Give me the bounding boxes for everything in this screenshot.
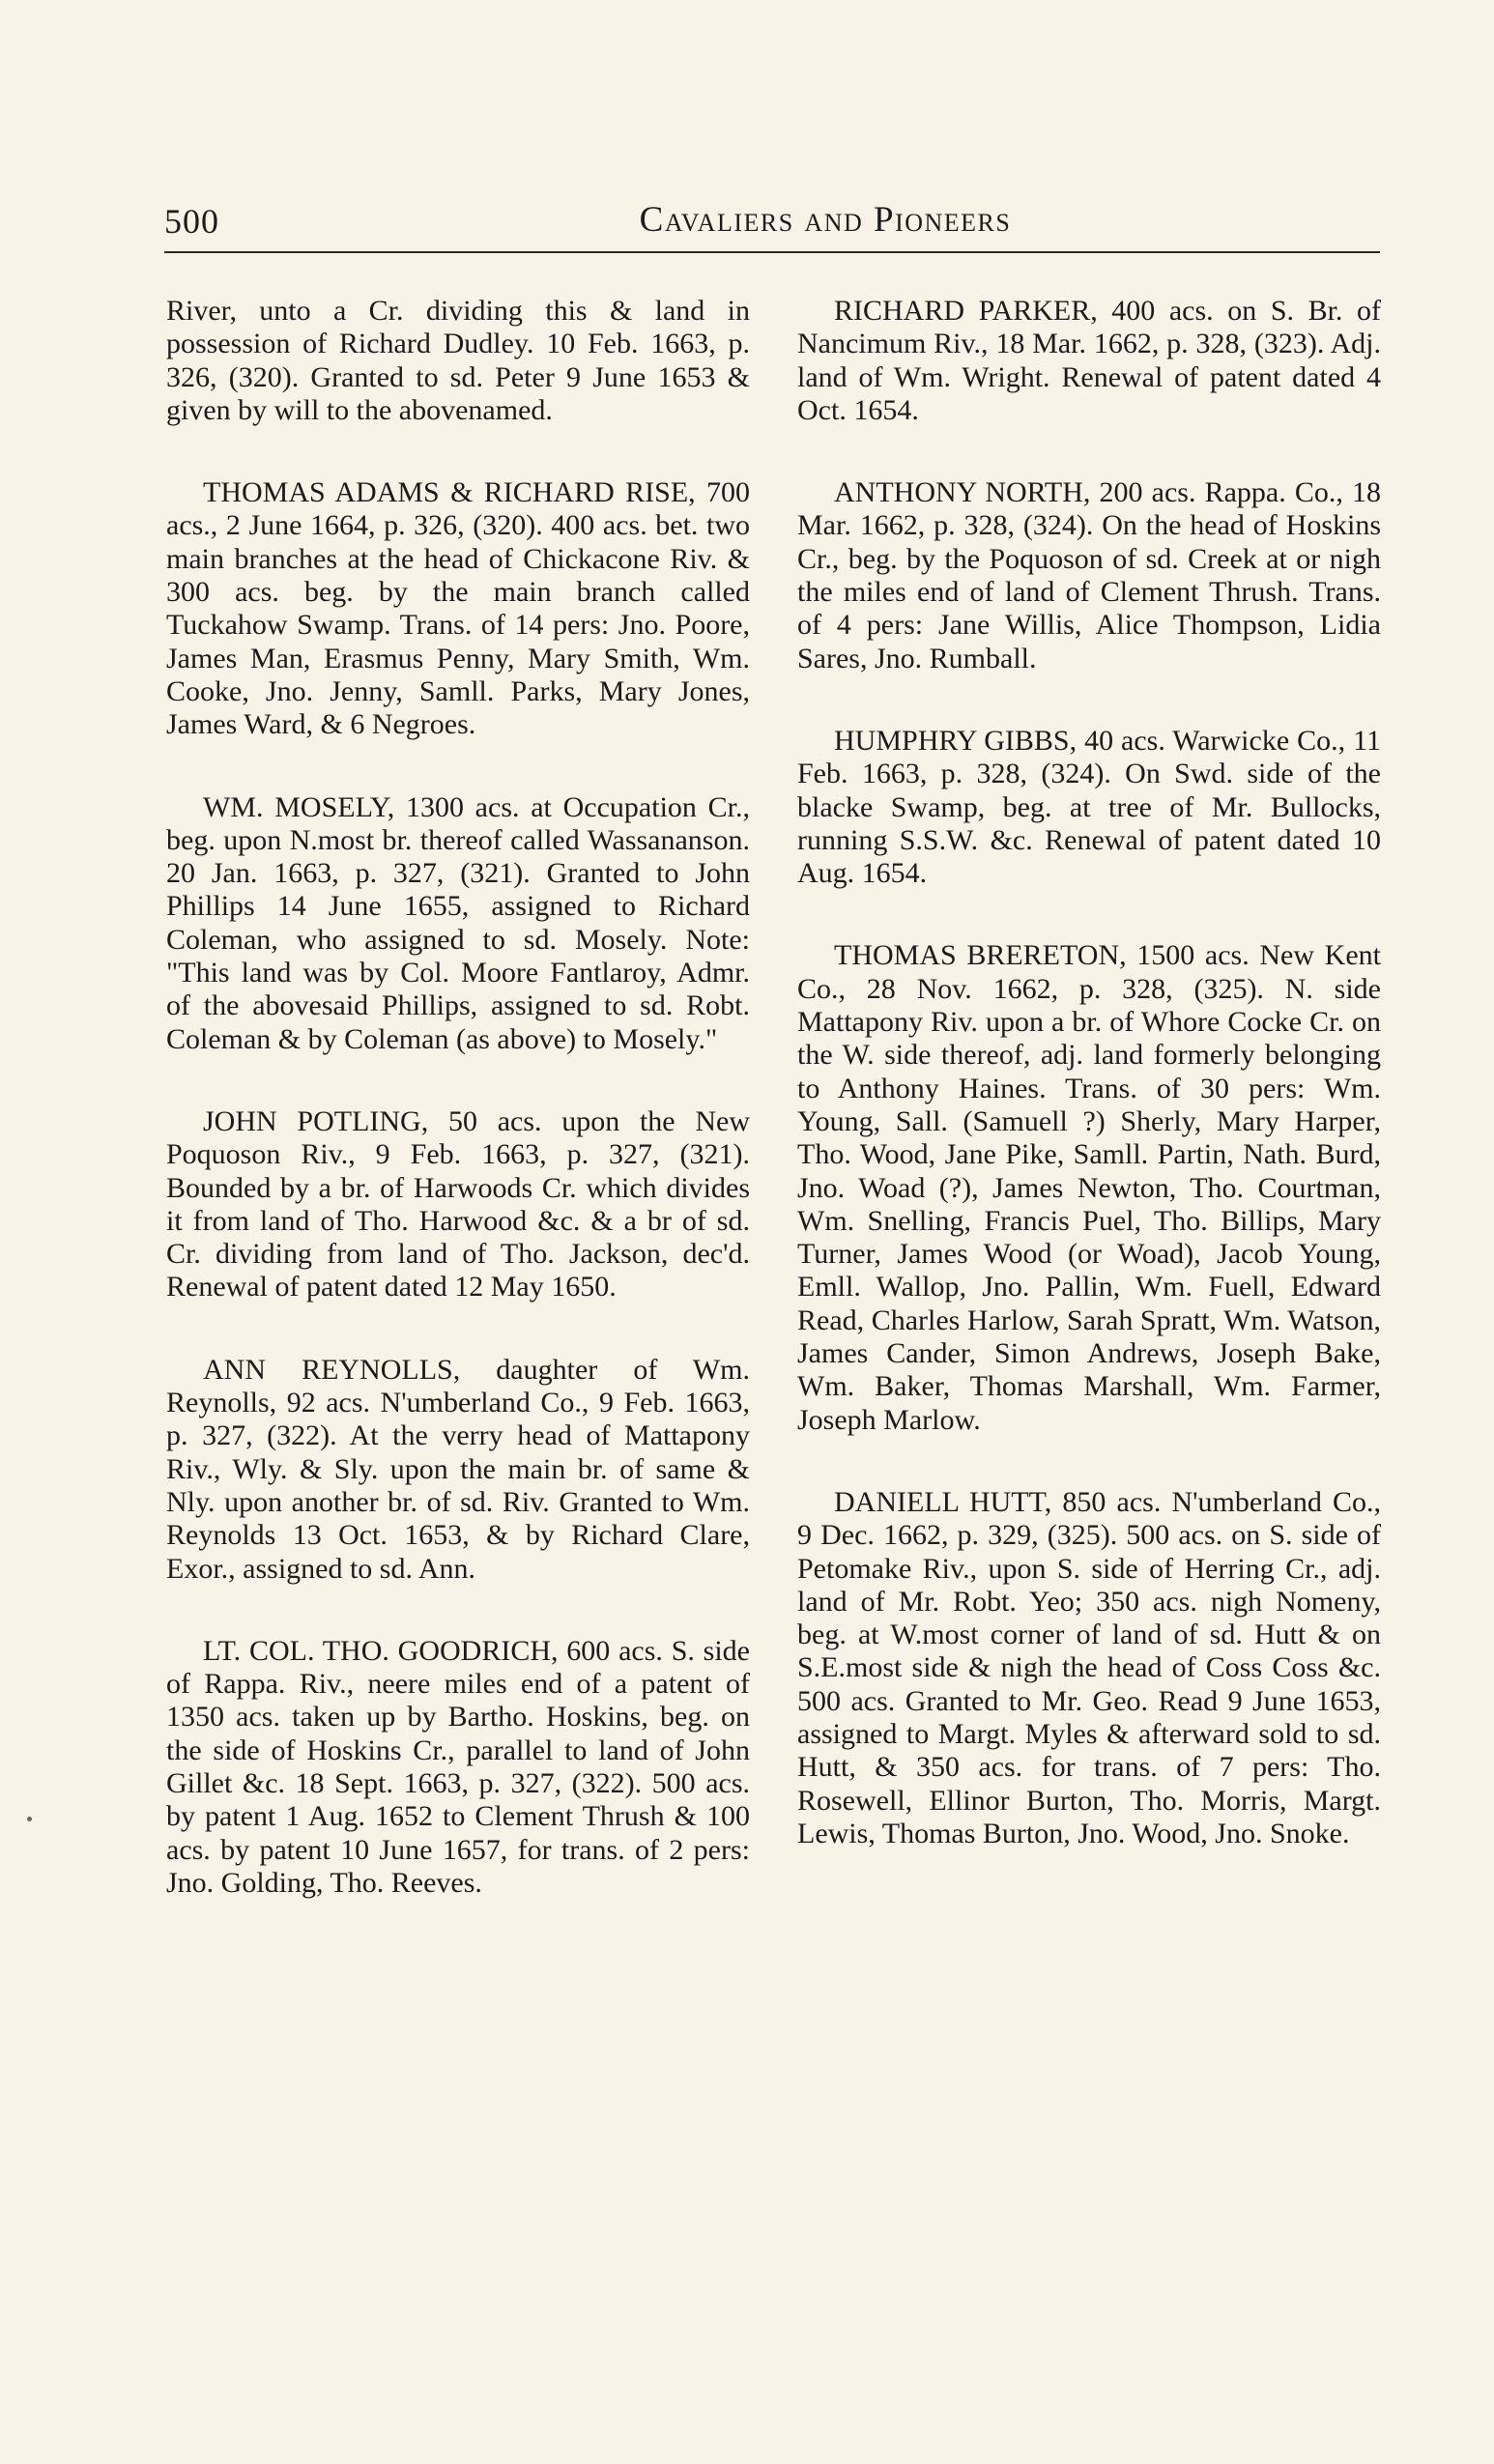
entry-ann-reynolls: ANN REYNOLLS, daughter of Wm. Reynolls, 92 acs. N'umberland Co., 9 Feb. 1663, p. 327, (322). At the verry head of Mattapony Riv., Wly. & Sly. upon the main br. of same & Nly. upon another br. of sd. Riv. Granted to Wm. Reynolds 13 Oct. 1653, & by Richard Clare, Exor., assigned to sd. Ann. — [166, 1353, 750, 1585]
entry-anthony-north: ANTHONY NORTH, 200 acs. Rappa. Co., 18 Mar. 1662, p. 328, (324). On the head of Hoskins Cr., beg. by the Poquoson of sd. Creek at or nigh the miles end of land of Clement Thrush. Trans. of 4 pers: Jane Willis, Alice Thompson, Lidia Sares, Jno. Rumball. — [797, 476, 1381, 674]
right-column — [797, 295, 1381, 1900]
entry-thomas-brereton: THOMAS BRERETON, 1500 acs. New Kent Co., 28 Nov. 1662, p. 328, (325). N. side Mattapony Riv. upon a br. of Whore Cocke Cr. on the W. side thereof, adj. land formerly belonging to Anthony Haines. Trans. of 30 pers: Wm. Young, Sall. (Samuell ?) Sherly, Mary Harper, Tho. Wood, Jane Pike, Samll. Partin, Nath. Burd, Jno. Woad (?), James Newton, Tho. Courtman, Wm. Snelling, Francis Puel, Tho. Billips, Mary Turner, James Wood (or Woad), Jacob Young, Emll. Wallop, Jno. Pallin, Wm. Fuell, Edward Read, Charles Harlow, Sarah Spratt, Wm. Watson, James Cander, Simon Andrews, Joseph Bake, Wm. Baker, Thomas Marshall, Wm. Farmer, Joseph Marlow. — [797, 939, 1381, 1436]
page-header — [164, 193, 1380, 253]
entry-richard-parker: RICHARD PARKER, 400 acs. on S. Br. of Nancimum Riv., 18 Mar. 1662, p. 328, (323). Adj. land of Wm. Wright. Renewal of patent dated 4 Oct. 1654. — [797, 295, 1381, 426]
running-title: Cavaliers and Pioneers — [639, 200, 1012, 240]
entry-tho-goodrich: LT. COL. THO. GOODRICH, 600 acs. S. side of Rappa. Riv., neere miles end of a patent of 1350 acs. taken up by Bartho. Hoskins, beg. on the side of Hoskins Cr., parallel to land of John Gillet &c. 18 Sept. 1663, p. 327, (322). 500 acs. by patent 1 Aug. 1652 to Clement Thrush & 100 acs. by patent 10 June 1657, for trans. of 2 pers: Jno. Golding, Tho. Reeves. — [166, 1634, 750, 1899]
entry-humphry-gibbs: HUMPHRY GIBBS, 40 acs. Warwicke Co., 11 Feb. 1663, p. 328, (324). On Swd. side of the blacke Swamp, beg. at tree of Mr. Bullocks, running S.S.W. &c. Renewal of patent dated 10 Aug. 1654. — [797, 724, 1381, 890]
entry-continued: River, unto a Cr. dividing this & land in possession of Richard Dudley. 10 Feb. 1663, p. 326, (320). Granted to sd. Peter 9 June 1653 & given by will to the abovenamed. — [166, 295, 750, 426]
entry-daniell-hutt: DANIELL HUTT, 850 acs. N'umberland Co., 9 Dec. 1662, p. 329, (325). 500 acs. on S. side of Petomake Riv., upon S. side of Herring Cr., adj. land of Mr. Robt. Yeo; 350 acs. nigh Nomeny, beg. at W.most corner of land of sd. Hutt & on S.E.most side & nigh the head of Coss Coss &c. 500 acs. Granted to Mr. Geo. Read 9 June 1653, assigned to Margt. Myles & afterward sold to sd. Hutt, & 350 acs. for trans. of 7 pers: Tho. Rosewell, Ellinor Burton, Tho. Morris, Margt. Lewis, Thomas Burton, Jno. Wood, Jno. Snoke. — [797, 1485, 1381, 1849]
margin-speck — [27, 1817, 32, 1821]
page-number: 500 — [164, 202, 219, 241]
entry-thomas-adams: THOMAS ADAMS & RICHARD RISE, 700 acs., 2 June 1664, p. 326, (320). 400 acs. bet. two main branches at the head of Chickacone Riv. & 300 acs. beg. by the main branch called Tuckahow Swamp. Trans. of 14 pers: Jno. Poore, James Man, Erasmus Penny, Mary Smith, Wm. Cooke, Jno. Jenny, Samll. Parks, Mary Jones, James Ward, & 6 Negroes. — [166, 476, 750, 741]
entry-wm-mosely: WM. MOSELY, 1300 acs. at Occupation Cr., beg. upon N.most br. thereof called Wassananson. 20 Jan. 1663, p. 327, (321). Granted to John Phillips 14 June 1655, assigned to Richard Coleman, who assigned to sd. Mosely. Note: "This land was by Col. Moore Fantlaroy, Admr. of the abovesaid Phillips, assigned to sd. Robt. Coleman & by Coleman (as above) to Mosely." — [166, 790, 750, 1055]
entry-john-potling: JOHN POTLING, 50 acs. upon the New Poquoson Riv., 9 Feb. 1663, p. 327, (321). Bounded by a br. of Harwoods Cr. which divides it from land of Tho. Harwood &c. & a br of sd. Cr. dividing from land of Tho. Jackson, dec'd. Renewal of patent dated 12 May 1650. — [166, 1104, 750, 1304]
left-column — [166, 295, 750, 1949]
